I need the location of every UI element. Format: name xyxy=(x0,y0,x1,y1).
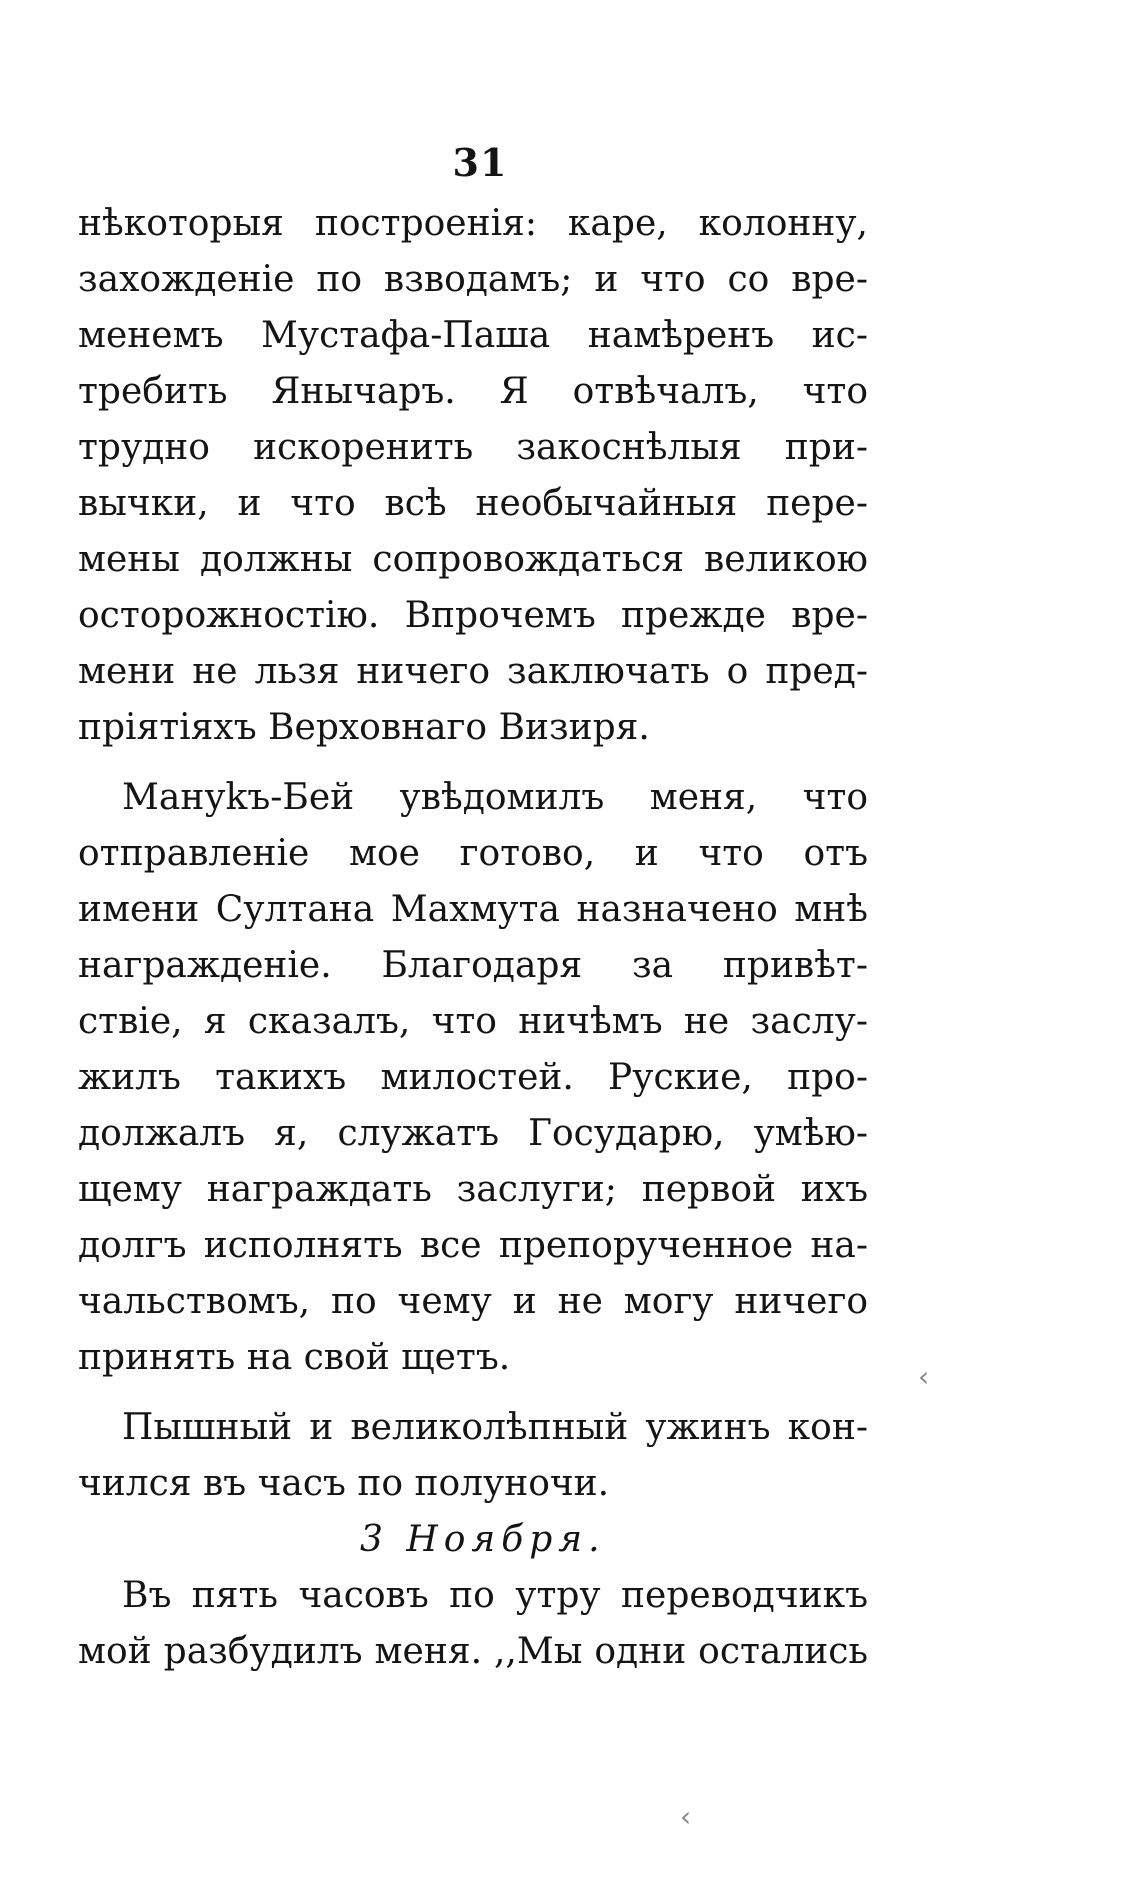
paragraph xyxy=(78,196,868,756)
paragraph xyxy=(78,1400,868,1512)
text-line: имени Султана Махмута назначено мнѣ xyxy=(78,889,868,930)
text-line: должалъ я, служатъ Государю, умѣю- xyxy=(78,1113,868,1154)
text-line: Въ пять часовъ по утру переводчикъ xyxy=(122,1575,868,1616)
scan-speck: ‹ xyxy=(680,1800,692,1833)
text-line: пріятіяхъ Верховнаго Визиря. xyxy=(78,707,650,748)
body-text xyxy=(78,196,868,1680)
text-line: жилъ такихъ милостей. Руские, про- xyxy=(78,1057,868,1098)
text-line: менемъ Мустафа-Паша намѣренъ ис- xyxy=(78,315,868,356)
text-line: щему награждать заслуги; первой ихъ xyxy=(78,1169,868,1210)
text-line: Мануkъ-Бей увѣдомилъ меня, что xyxy=(122,777,868,818)
text-line: мени не льзя ничего заключать о пред- xyxy=(78,651,868,692)
text-line: Пышный и великолѣпный ужинъ кон- xyxy=(122,1407,868,1448)
text-line: мены должны сопровождаться великою xyxy=(78,539,868,580)
page-number: 31 xyxy=(452,140,508,185)
text-line: требить Янычаръ. Я отвѣчалъ, что xyxy=(78,371,868,412)
paragraph xyxy=(78,1568,868,1680)
text-line: захожденіе по взводамъ; и что со вре- xyxy=(78,259,868,300)
paragraph xyxy=(78,770,868,1386)
text-line: нѣкоторыя построенія: каре, колонну, xyxy=(78,203,868,244)
text-line: осторожностію. Впрочемъ прежде вре- xyxy=(78,595,868,636)
date-heading: 3 Ноября. xyxy=(360,1519,606,1560)
text-line: ствіе, я сказалъ, что ничѣмъ не заслу- xyxy=(78,1001,868,1042)
text-line: награжденіе. Благодаря за привѣт- xyxy=(78,945,868,986)
text-line: долгъ исполнять все препорученное на- xyxy=(78,1225,868,1266)
scan-speck: ‹ xyxy=(918,1360,930,1393)
text-line: мой разбудилъ меня. ,,Мы одни остались xyxy=(78,1631,868,1672)
text-line: вычки, и что всѣ необычайныя пере- xyxy=(78,483,868,524)
text-line: трудно искоренить закоснѣлыя при- xyxy=(78,427,868,468)
text-line: чальствомъ, по чему и не могу ничего xyxy=(78,1281,868,1322)
text-line: чился въ часъ по полуночи. xyxy=(78,1463,610,1504)
text-line: принять на свой щетъ. xyxy=(78,1337,511,1378)
text-line: отправленіе мое готово, и что отъ xyxy=(78,833,868,874)
